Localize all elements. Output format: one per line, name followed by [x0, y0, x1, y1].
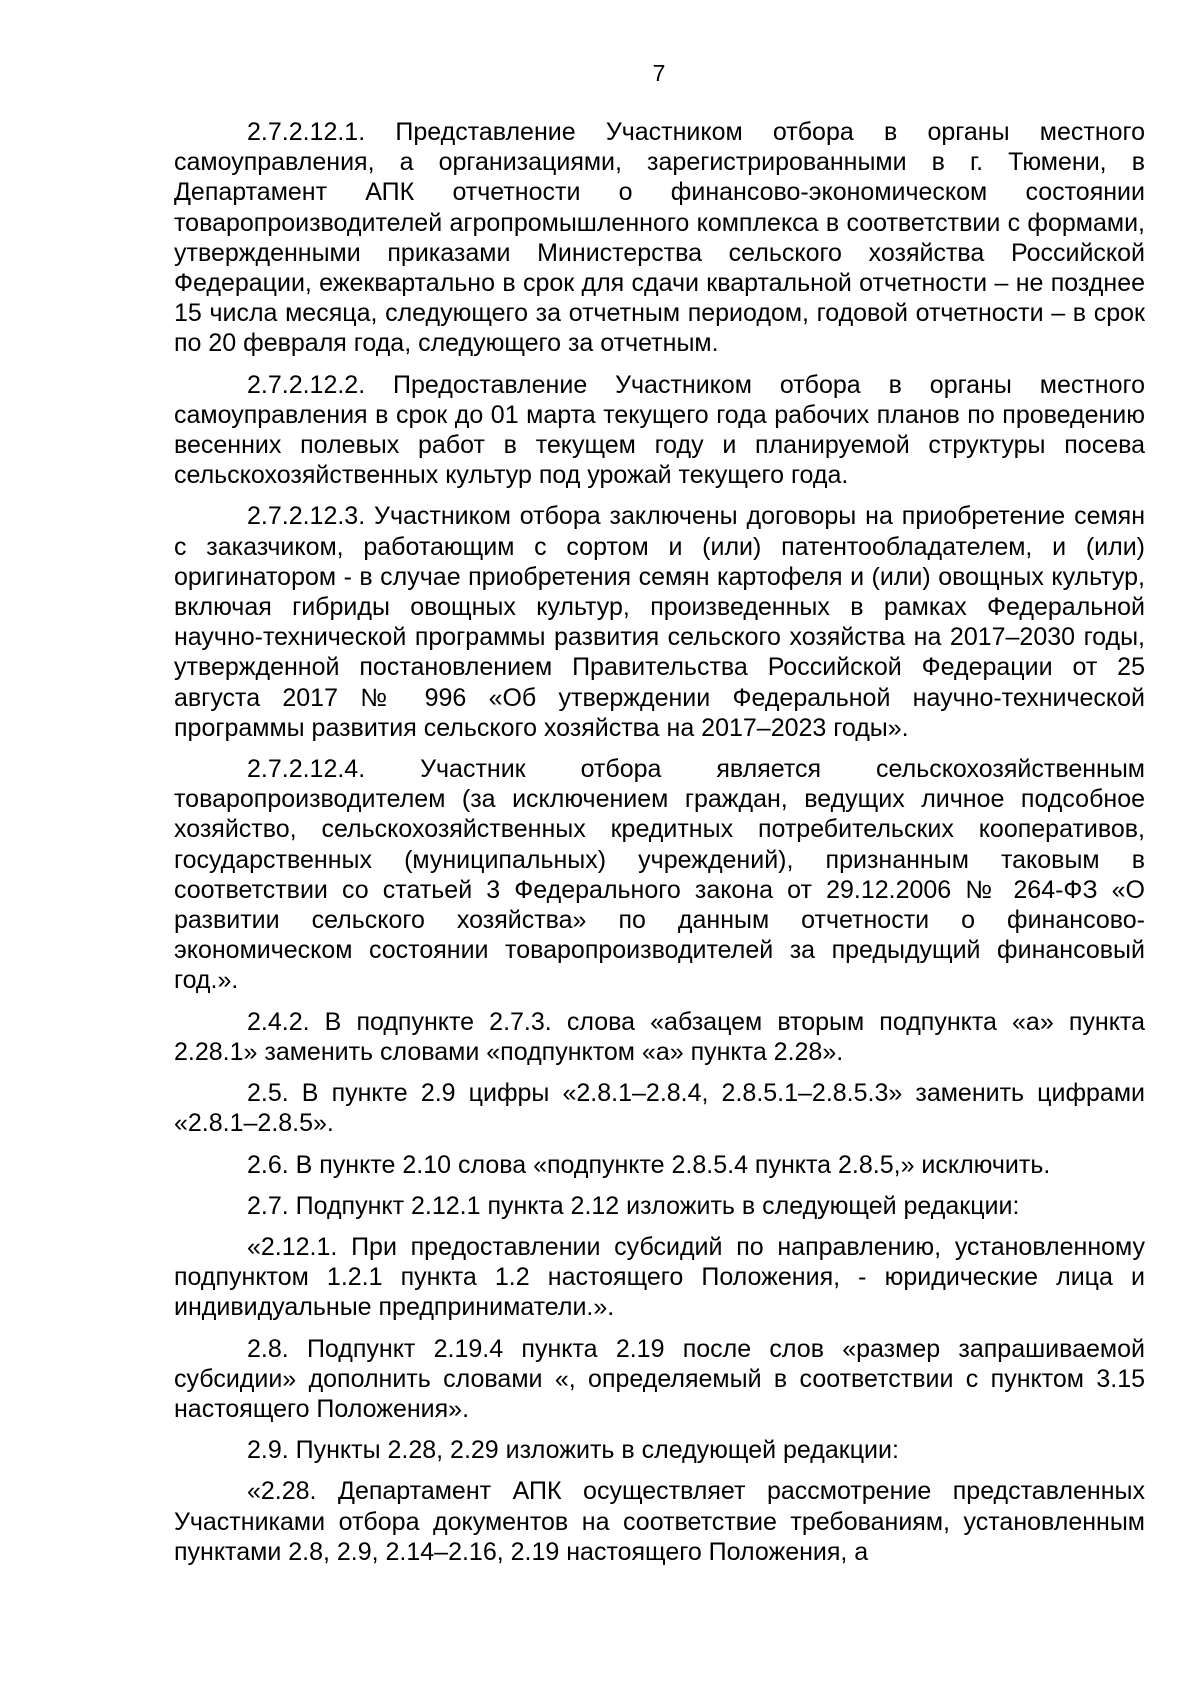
paragraph-2-7: 2.7. Подпункт 2.12.1 пункта 2.12 изложить в следующей редакции:	[247, 1191, 1020, 1220]
paragraph-2-5: 2.5. В пункте 2.9 цифры «2.8.1–2.8.4, 2.8.5.1–2.8.5.3» заменить цифрами «2.8.1–2.8.5».	[174, 1079, 1145, 1138]
paragraph-2-8: 2.8. Подпункт 2.19.4 пункта 2.19 после слов «размер запрашиваемой субсидии» дополнить словами «, определяемый в соответствии с пунктом 3.15 настоящего Положения».	[174, 1334, 1145, 1423]
page-number: 7	[652, 60, 666, 86]
paragraph-2-4-2: 2.4.2. В подпункте 2.7.3. слова «абзацем вторым подпункта «а» пункта 2.28.1» заменить словами «подпунктом «а» пункта 2.28».	[174, 1007, 1145, 1066]
paragraph-2-7-2-12-4: 2.7.2.12.4. Участник отбора является сельскохозяйственным товаропроизводителем (за исключением граждан, ведущих личное подсобное хозяйство, сельскохозяйственных кредитных потребительских кооперативов, государственных (муниципальных) учреждений), признанным таковым в соответствии со статьей 3 Федерального закона от 29.12.2006 № 264-ФЗ «О развитии сельского хозяйства» по данным отчетности о финансово-экономическом состоянии товаропроизводителей за предыдущий финансовый год.».	[174, 755, 1145, 995]
paragraph-2-7-2-12-2: 2.7.2.12.2. Предоставление Участником отбора в органы местного самоуправления в срок до 01 марта текущего года рабочих планов по проведению весенних полевых работ в текущем году и планируемой структуры посева сельскохозяйственных культур под урожай текущего года.	[174, 370, 1145, 490]
paragraph-2-7-2-12-1: 2.7.2.12.1. Представление Участником отбора в органы местного самоуправления, а организациями, зарегистрированными в г. Тюмени, в Департамент АПК отчетности о финансово-экономическом состоянии товаропроизводителей агропромышленного комплекса в соответствии с формами, утвержденными приказами Министерства сельского хозяйства Российской Федерации, ежеквартально в срок для сдачи квартальной отчетности – не позднее 15 числа месяца, следующего за отчетным периодом, годовой отчетности – в срок по 20 февраля года, следующего за отчетным.	[174, 118, 1145, 358]
document-body	[174, 117, 1145, 1567]
paragraph-2-12-1-quote: «2.12.1. При предоставлении субсидий по направлению, установленному подпунктом 1.2.1 пункта 1.2 настоящего Положения, - юридические лица и индивидуальные предприниматели.».	[174, 1232, 1145, 1322]
paragraph-2-7-2-12-3: 2.7.2.12.3. Участником отбора заключены договоры на приобретение семян с заказчиком, работающим с сортом и (или) патентообладателем, и (или) оригинатором - в случае приобретения семян картофеля и (или) овощных культур, включая гибриды овощных культур, произведенных в рамках Федеральной научно-технической программы развития сельского хозяйства на 2017–2030 годы, утвержденной постановлением Правительства Российской Федерации от 25 августа 2017 № 996 «Об утверждении Федеральной научно-технической программы развития сельского хозяйства на 2017–2023 годы».	[174, 502, 1145, 742]
paragraph-2-28-quote: «2.28. Департамент АПК осуществляет рассмотрение представленных Участниками отбора документов на соответствие требованиям, установленным пунктами 2.8, 2.9, 2.14–2.16, 2.19 настоящего Положения, а	[174, 1477, 1145, 1566]
paragraph-2-6: 2.6. В пункте 2.10 слова «подпункте 2.8.5.4 пункта 2.8.5,» исключить.	[247, 1150, 1051, 1179]
paragraph-2-9: 2.9. Пункты 2.28, 2.29 изложить в следующей редакции:	[247, 1436, 899, 1465]
